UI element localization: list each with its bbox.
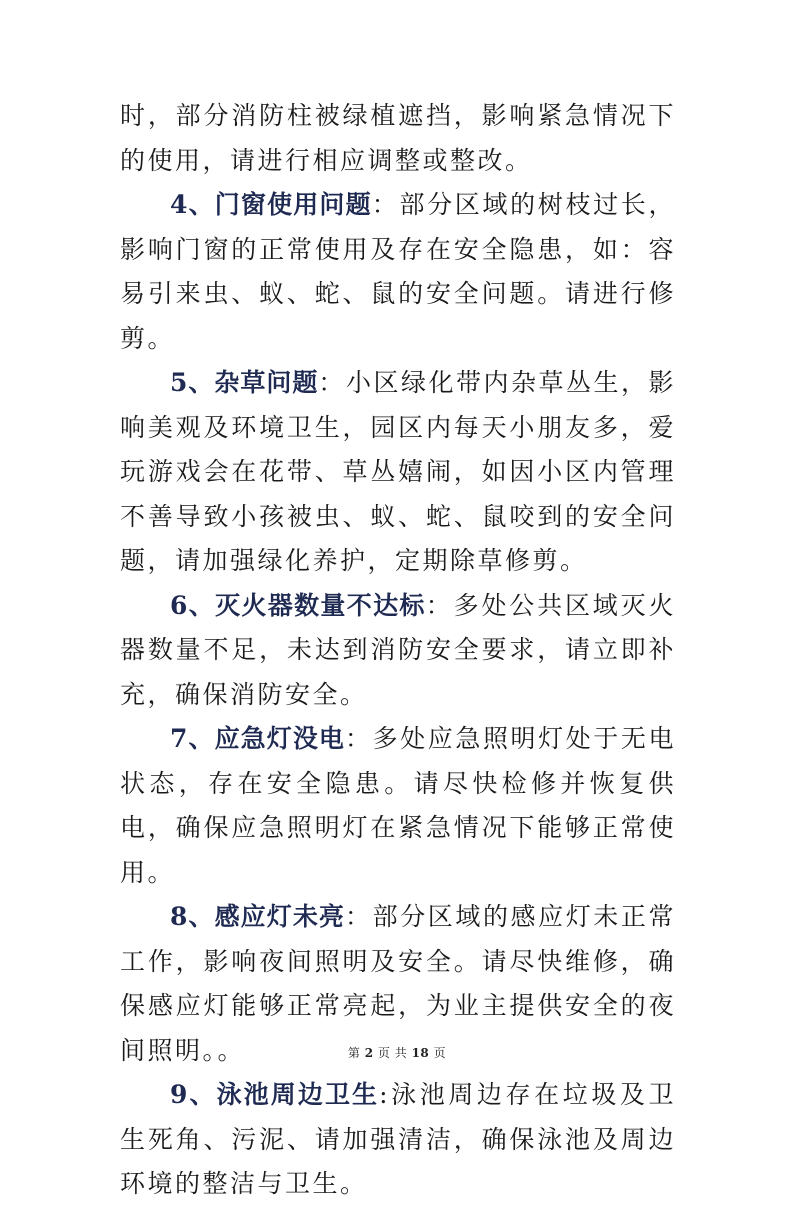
footer-suffix: 页 [433, 1046, 447, 1060]
item-4-heading: 4、门窗使用问题 [170, 190, 372, 219]
item-7-paragraph [120, 717, 676, 895]
item-8-text: 部分区域的感应灯未正常工作，影响夜间照明及安全。请尽快维修，确保感应灯能够正常亮起，为业主提供安全的夜间照明。。 [120, 902, 676, 1065]
footer-prefix: 第 [347, 1046, 361, 1060]
item-9-separator: : [379, 1080, 391, 1109]
item-4-separator: ： [371, 190, 400, 219]
continuation-paragraph: 时，部分消防柱被绿植遮挡，影响紧急情况下的使用，请进行相应调整或整改。 [120, 101, 676, 175]
item-7-text: 多处应急照明灯处于无电状态，存在安全隐患。请尽快检修并恢复供电，确保应急照明灯在紧急情况下能够正常使用。 [120, 724, 676, 887]
footer-total-pages: 18 [411, 1046, 430, 1060]
item-6-separator: ： [425, 590, 454, 620]
item-9-heading: 9、泳池周边卫生 [170, 1080, 380, 1109]
item-8-separator: ： [345, 902, 373, 931]
item-5-separator: ： [318, 368, 346, 397]
footer-middle: 页 共 [377, 1046, 408, 1060]
item-6-text: 多处公共区域灭火器数量不足，未达到消防安全要求，请立即补充，确保消防安全。 [120, 590, 676, 709]
item-9-text: 泳池周边存在垃圾及卫生死角、污泥、请加强清洁，确保泳池及周边环境的整洁与卫生。 [120, 1080, 676, 1198]
footer-current-page: 2 [364, 1046, 374, 1060]
item-8-heading: 8、感应灯未亮 [170, 902, 346, 931]
page-footer [0, 1044, 794, 1061]
item-5-paragraph [120, 361, 676, 584]
item-4-text: 部分区域的树枝过长，影响门窗的正常使用及存在安全隐患，如：容易引来虫、蚁、蛇、鼠的安全问题。请进行修剪。 [120, 190, 676, 353]
item-6-heading: 6、灭火器数量不达标 [170, 590, 426, 620]
item-7-heading: 7、应急灯没电 [170, 724, 346, 753]
item-9-paragraph [120, 1073, 676, 1207]
item-5-text: 小区绿化带内杂草丛生，影响美观及环境卫生，园区内每天小朋友多，爱玩游戏会在花带、草丛嬉闹，如因小区内管理不善导致小孩被虫、蚁、蛇、鼠咬到的安全问题，请加强绿化养护，定期除草修剪。 [120, 368, 676, 575]
item-6-paragraph [120, 584, 676, 718]
document-page [120, 94, 676, 1207]
item-7-separator: ： [345, 724, 373, 753]
item-5-heading: 5、杂草问题 [170, 368, 319, 397]
item-4-paragraph [120, 183, 676, 361]
